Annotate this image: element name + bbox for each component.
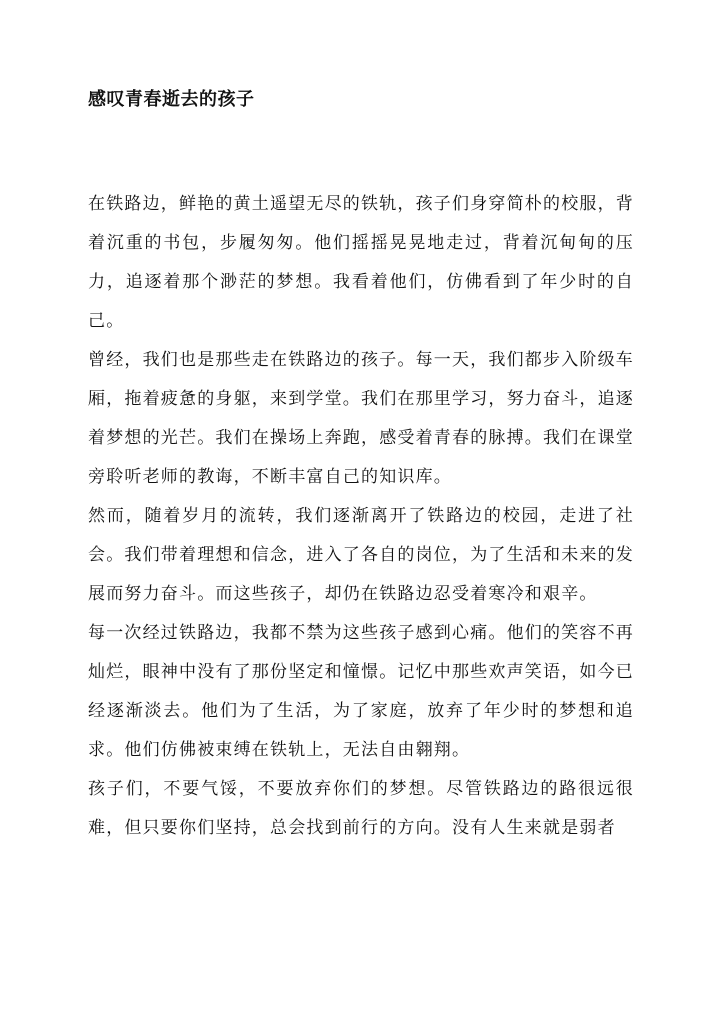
document-title: 感叹青春逝去的孩子: [88, 89, 255, 110]
paragraph-4: 每一次经过铁路边，我都不禁为这些孩子感到心痛。他们的笑容不再灿烂，眼神中没有了那份坚定和憧憬。记忆中那些欢声笑语，如今已经逐渐淡去。他们为了生活，为了家庭，放弃了年少时的梦想和追求。他们仿佛被束缚在铁轨上，无法自由翱翔。: [88, 623, 634, 760]
document-body: [88, 185, 634, 848]
paragraph-1: 在铁路边，鲜艳的黄土遥望无尽的铁轨，孩子们身穿简朴的校服，背着沉重的书包，步履匆匆。他们摇摇晃晃地走过，背着沉甸甸的压力，追逐着那个渺茫的梦想。我看着他们，仿佛看到了年少时的自己。: [88, 194, 634, 331]
paragraph-2: 曾经，我们也是那些走在铁路边的孩子。每一天，我们都步入阶级车厢，拖着疲惫的身躯，来到学堂。我们在那里学习，努力奋斗，追逐着梦想的光芒。我们在操场上奔跑，感受着青春的脉搏。我们在课堂旁聆听老师的教诲，不断丰富自己的知识库。: [88, 350, 634, 487]
paragraph-3: 然而，随着岁月的流转，我们逐渐离开了铁路边的校园，走进了社会。我们带着理想和信念，进入了各自的岗位，为了生活和未来的发展而努力奋斗。而这些孩子，却仍在铁路边忍受着寒冷和艰辛。: [88, 506, 634, 604]
paragraph-5: 孩子们，不要气馁，不要放弃你们的梦想。尽管铁路边的路很远很难，但只要你们坚持，总会找到前行的方向。没有人生来就是弱者: [88, 779, 634, 838]
